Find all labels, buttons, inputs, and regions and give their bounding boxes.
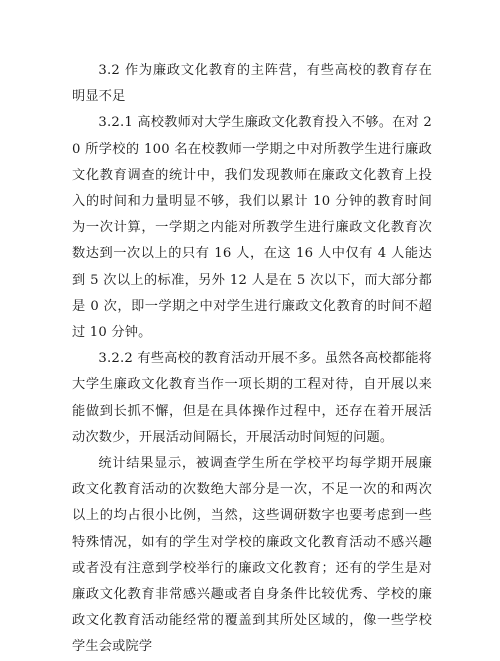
paragraph-3-2-2: 3.2.2 有些高校的教育活动开展不多。虽然各高校都能将大学生廉政文化教育当作一项长期的工程对待，自开展以来能做到长抓不懈，但是在具体操作过程中，还存在着开展活动次数少，开展活动间隔长，开展活动时间短的问题。 [72, 351, 432, 445]
paragraph-3-2-1: 3.2.1 高校教师对大学生廉政文化教育投入不够。在对 20 所学校的 100 名在校教师一学期之中对所教学生进行廉政文化教育调查的统计中，我们发现教师在廉政文化教育上投入的时间和力量明显不够，我们以累计 10 分钟的教育时间为一次计算，一学期之内能对所教学生进行廉政文化教育次数达到一次以上的只有 16 人，在这 16 人中仅有 4 人能达到 5 次以上的标准，另外 12 人是在 5 次以下，而大部分都是 0 次，即一学期之中对学生进行廉政文化教育的时间不超过 10 分钟。 [72, 115, 432, 341]
document-body [72, 58, 432, 661]
section-heading-3-2: 3.2 作为廉政文化教育的主阵营，有些高校的教育存在明显不足 [72, 63, 432, 105]
paragraph-statistics: 统计结果显示，被调查学生所在学校平均每学期开展廉政文化教育活动的次数绝大部分是一次，不足一次的和两次以上的均占很小比例，当然，这些调研数字也要考虑到一些特殊情况，如有的学生对学校的廉政文化教育活动不感兴趣或者没有注意到学校举行的廉政文化教育；还有的学生是对廉政文化教育非常感兴趣或者自身条件比较优秀、学校的廉政文化教育活动能经常的覆盖到其所处区域的，像一些学校学生会或院学 [72, 456, 432, 655]
